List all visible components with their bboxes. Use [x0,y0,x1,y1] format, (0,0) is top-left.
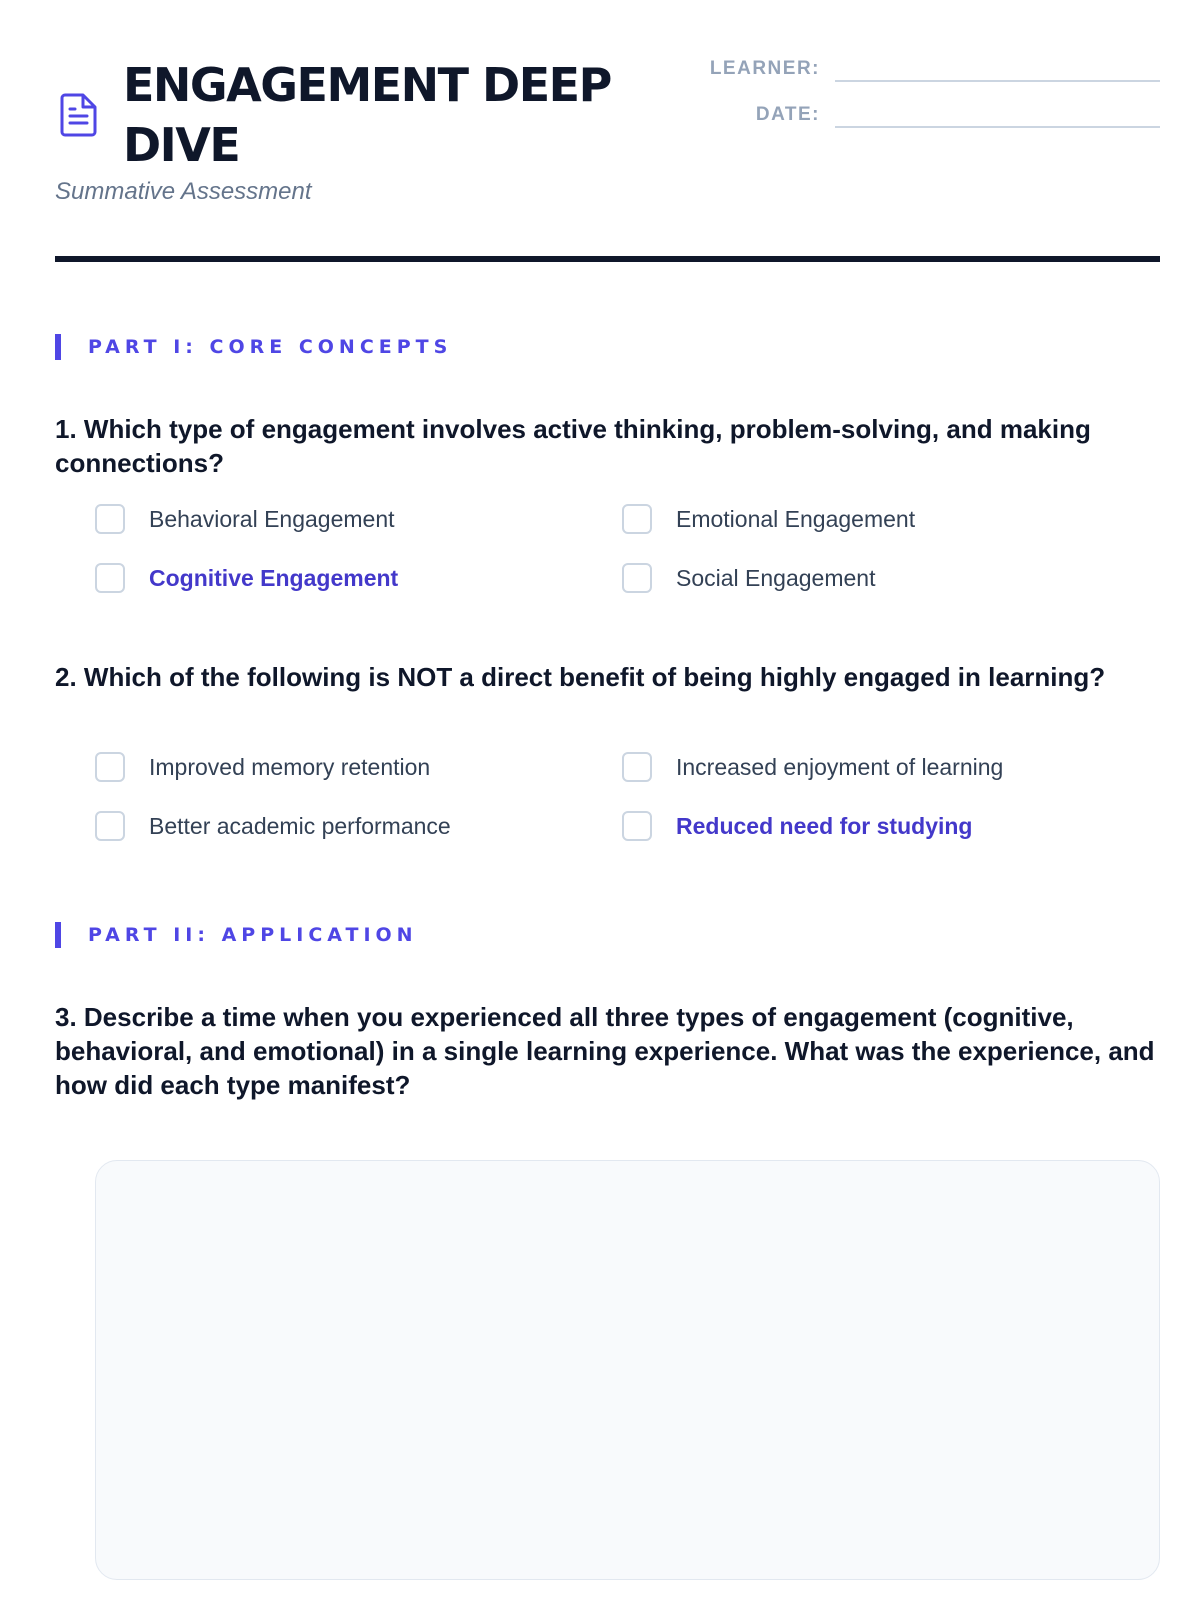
option-label: Social Engagement [676,565,876,591]
option-label: Increased enjoyment of learning [676,754,1004,780]
question-2: 2. Which of the following is NOT a direct benefit of being highly engaged in learning? [55,662,1106,692]
q1-option-d[interactable] [622,561,1142,597]
learner-row [55,54,1160,84]
option-label: Behavioral Engagement [149,506,395,532]
checkbox[interactable] [622,563,652,593]
worksheet-page [55,0,1160,1600]
section-accent-bar [55,334,61,360]
checkbox[interactable] [95,563,125,593]
q1-option-b[interactable] [622,502,1142,538]
checkbox[interactable] [622,752,652,782]
q1-option-a[interactable] [95,502,595,538]
section-accent-bar [55,922,61,948]
date-field[interactable] [835,100,1160,128]
option-label: Better academic performance [149,813,451,839]
option-label: Improved memory retention [149,754,431,780]
date-label: DATE: [755,104,820,125]
checkbox[interactable] [95,752,125,782]
q2-option-b[interactable] [622,750,1142,786]
page-title: ENGAGEMENT DEEP DIVE [123,58,611,172]
q2-option-d[interactable] [622,809,1142,845]
q2-option-c[interactable] [95,809,595,845]
header-divider [55,256,1160,262]
worksheet-header [55,0,1160,262]
q1-option-c[interactable] [95,561,595,597]
page-subtitle: Summative Assessment [55,178,312,205]
question-3: 3. Describe a time when you experienced all three types of engagement (cognitive, behavioral, and emotional) in a single learning experience. What was the experience, and how did each type manifest? [55,1002,1155,1100]
checkbox[interactable] [95,504,125,534]
section-title-part1: PART I: CORE CONCEPTS [88,336,453,358]
learner-field[interactable] [835,54,1160,82]
date-row [55,100,1160,130]
section-title-part2: PART II: APPLICATION [88,924,418,946]
option-label-highlighted: Reduced need for studying [676,813,973,839]
checkbox[interactable] [95,811,125,841]
checkbox[interactable] [622,504,652,534]
question-1: 1. Which type of engagement involves active thinking, problem-solving, and making connections? [55,414,1091,478]
learner-label: LEARNER: [709,58,820,79]
option-label: Emotional Engagement [676,506,916,532]
answer-textarea[interactable] [95,1160,1160,1580]
option-label-highlighted: Cognitive Engagement [149,565,399,591]
q2-option-a[interactable] [95,750,595,786]
checkbox[interactable] [622,811,652,841]
